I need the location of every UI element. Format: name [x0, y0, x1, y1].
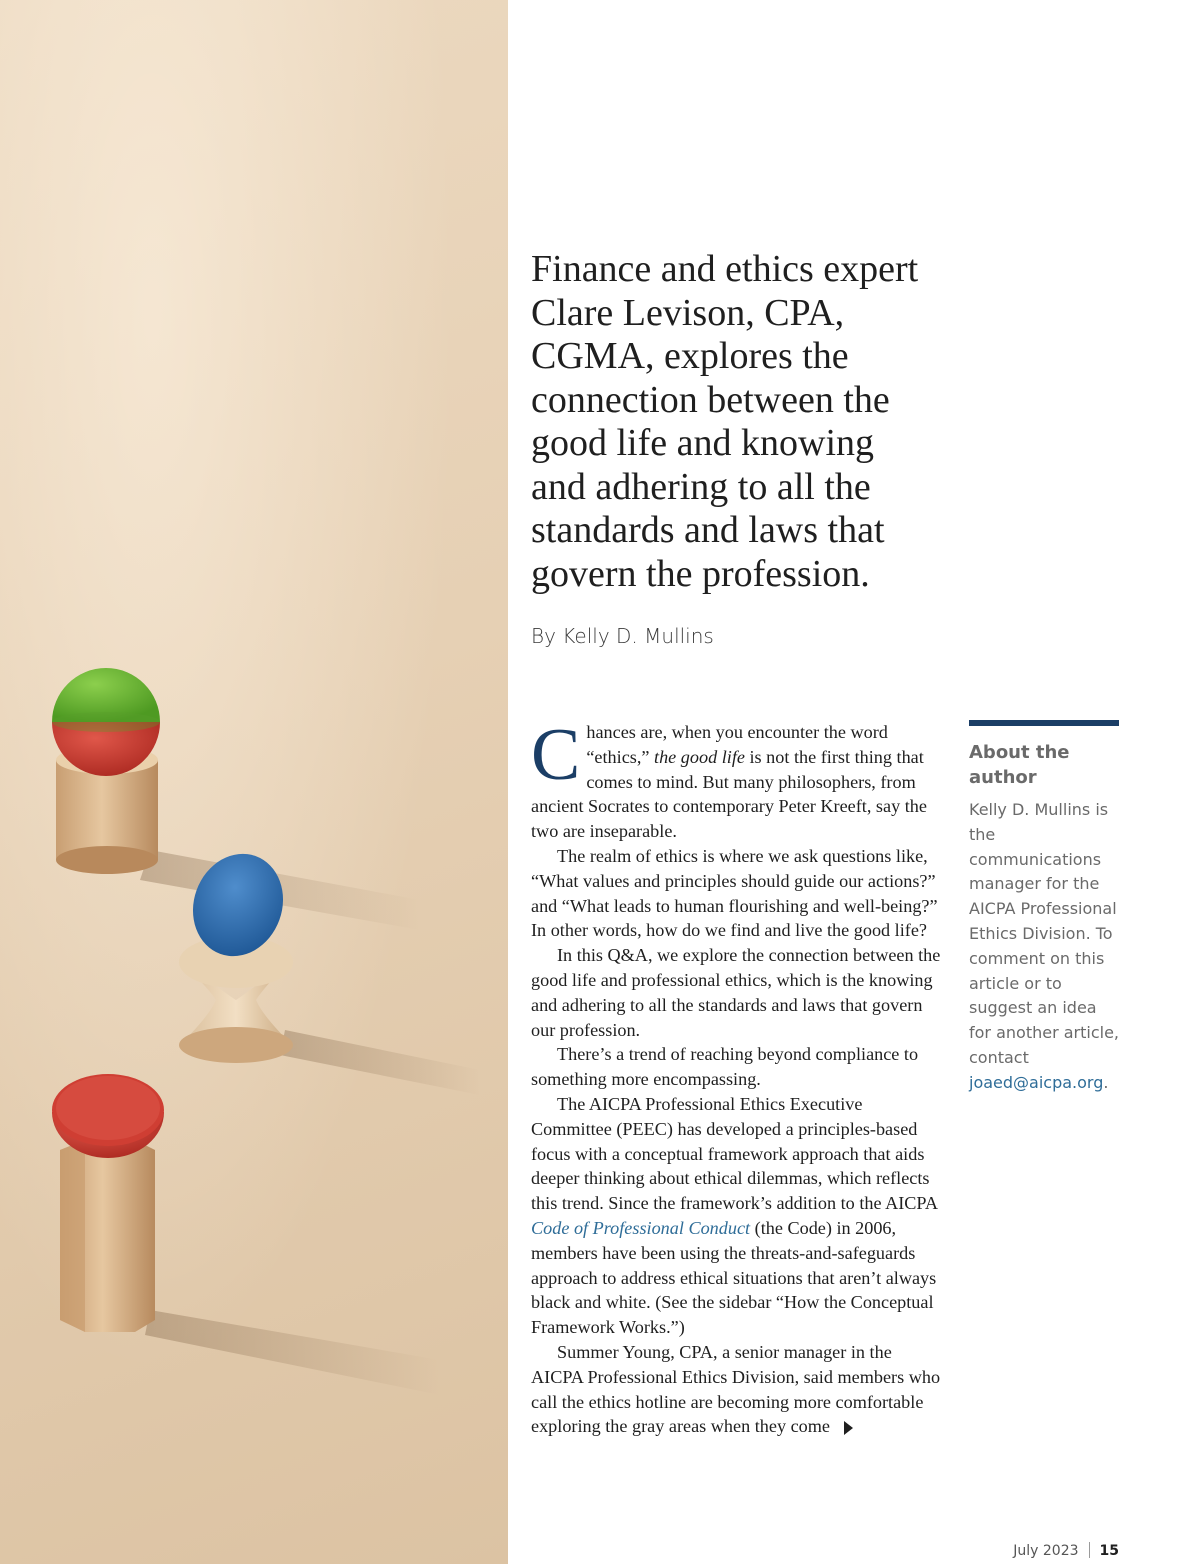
about-author-sidebar [969, 720, 1119, 1096]
about-punctuation: . [1103, 1072, 1109, 1092]
figure-red-dome [52, 1074, 164, 1332]
paragraph-text: is not the first thing that comes to mind. But many philosophers, from ancient Socrates to contemporary Peter Kreeft, say the two are inseparable. [531, 746, 927, 842]
triangle-right-icon [844, 1421, 853, 1435]
headline-line: good life and knowing [531, 422, 875, 464]
headline-line: Clare Levison, CPA, [531, 291, 845, 334]
paragraph: In this Q&A, we explore the connection between the good life and professional ethics, which is the knowing and adhering to all the standards and laws that govern our profession. [531, 945, 941, 1040]
paragraph [531, 1340, 947, 1439]
wooden-figures-illustration [0, 0, 508, 1564]
hero-photo [0, 0, 508, 1564]
paragraph-text: (the Code) in 2006, members have been using the threats-and-safeguards approach to address ethical situations that aren’t always black and white. (See the sidebar “How the Conceptual Framework Works.”) [531, 1217, 937, 1338]
paragraph [531, 1092, 947, 1340]
article-body [531, 714, 947, 1439]
headline-line: connection between the [531, 378, 890, 421]
paragraph: The realm of ethics is where we ask questions like, “What values and principles should guide our actions?” and “What leads to human flourishing and well-being?” In other words, how do we find and live the good life? [531, 845, 938, 941]
paragraph-text: Summer Young, CPA, a senior manager in the AICPA Professional Ethics Division, said members who call the ethics hotline are becoming more comfortable exploring the gray areas when they come [531, 1341, 941, 1437]
about-description: Kelly D. Mullins is the communications manager for the AICPA Professional Ethics Division. To comment on this article or to suggest an idea for another article, contact [969, 800, 1120, 1067]
paragraph: There’s a trend of reaching beyond compliance to something more encompassing. [531, 1044, 919, 1090]
headline-line: govern the profession. [531, 552, 870, 595]
paragraph-text: The AICPA Professional Ethics Executive Committee (PEEC) has developed a principles-based focus with a conceptual framework approach that aids deeper thinking about ethical dilemmas, which reflects this trend. Since the framework’s addition to the AICPA [531, 1093, 937, 1214]
code-of-conduct-link[interactable]: Code of Professional Conduct [531, 1217, 751, 1238]
dropcap: C [531, 714, 581, 796]
paragraph-intro [531, 714, 947, 844]
headline-line: CGMA, explores the [531, 335, 849, 377]
page-number: 15 [1099, 1543, 1119, 1559]
contact-email-link[interactable]: joaed@aicpa.org [969, 1072, 1104, 1092]
footer-divider [1089, 1542, 1090, 1558]
headline-line: and adhering to all the [531, 465, 871, 508]
sidebar-rule [969, 720, 1119, 726]
headline-line: standards and laws that [531, 509, 885, 551]
article-headline [531, 248, 931, 596]
byline: By Kelly D. Mullins [531, 624, 714, 648]
figure-green-ball [52, 668, 160, 874]
about-text [969, 798, 1119, 1096]
emphasis-good-life: the good life [654, 746, 745, 767]
headline-line: Finance and ethics expert [531, 248, 919, 290]
paragraph-text: hances are, when you encounter the word “ethics,” [586, 722, 888, 767]
issue-date: July 2023 [1013, 1543, 1079, 1559]
about-title: About the author [969, 742, 1070, 788]
page-footer [1013, 1542, 1119, 1559]
